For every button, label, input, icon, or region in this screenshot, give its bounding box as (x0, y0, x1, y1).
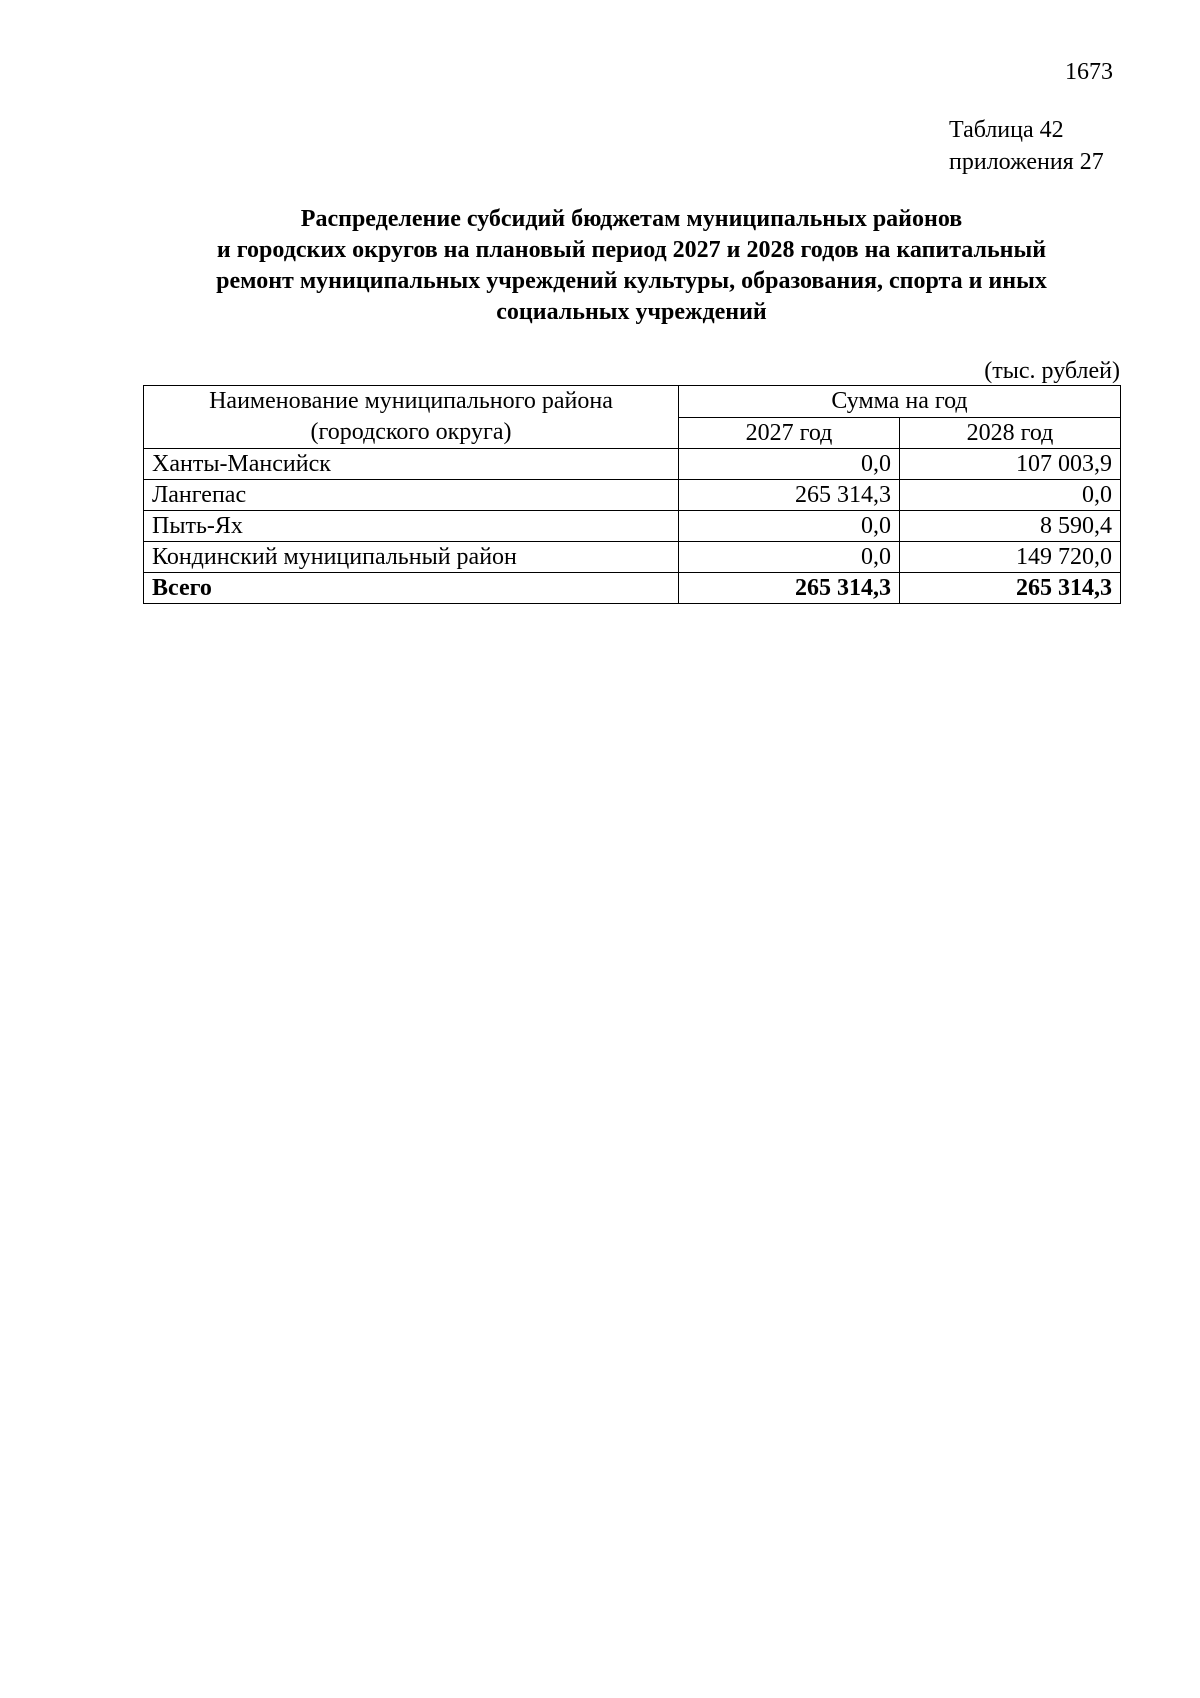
table-row (144, 480, 1121, 511)
table-reference-line: Таблица 42 (949, 117, 1064, 143)
header-name-line: Наименование муниципального района (209, 388, 613, 414)
row-name: Лангепас (144, 480, 679, 511)
table-row (144, 542, 1121, 573)
table-reference-line: приложения 27 (949, 149, 1104, 175)
table-row (144, 511, 1121, 542)
table-row (144, 449, 1121, 480)
total-value-2027: 265 314,3 (679, 573, 900, 604)
row-value-2027: 265 314,3 (679, 480, 900, 511)
row-name: Кондинский муниципальный район (144, 542, 679, 573)
row-value-2028: 0,0 (900, 480, 1121, 511)
total-label: Всего (144, 573, 679, 604)
row-name: Ханты-Мансийск (144, 449, 679, 480)
document-title (143, 204, 1120, 328)
row-value-2027: 0,0 (679, 511, 900, 542)
units-label: (тыс. рублей) (984, 358, 1120, 384)
row-value-2028: 107 003,9 (900, 449, 1121, 480)
row-value-2028: 8 590,4 (900, 511, 1121, 542)
title-line: Распределение субсидий бюджетам муниципальных районов (300, 206, 963, 232)
table-total-row (144, 573, 1121, 604)
table-reference (949, 114, 1104, 178)
row-name: Пыть-Ях (144, 511, 679, 542)
header-year-2028: 2028 год (900, 417, 1121, 449)
header-name-column (144, 386, 679, 449)
title-line: и городских округов на плановый период 2027 и 2028 годов на капитальный (216, 237, 1047, 263)
header-sum-label: Сумма на год (679, 386, 1121, 418)
header-name-line: (городского округа) (310, 419, 512, 445)
header-year-2027: 2027 год (679, 417, 900, 449)
row-value-2028: 149 720,0 (900, 542, 1121, 573)
total-value-2028: 265 314,3 (900, 573, 1121, 604)
subsidy-table (143, 385, 1121, 604)
table-header-row (144, 386, 1121, 418)
page-number: 1673 (1065, 59, 1113, 85)
row-value-2027: 0,0 (679, 449, 900, 480)
row-value-2027: 0,0 (679, 542, 900, 573)
title-line: ремонт муниципальных учреждений культуры, образования, спорта и иных (216, 268, 1047, 294)
title-line: социальных учреждений (496, 299, 767, 325)
